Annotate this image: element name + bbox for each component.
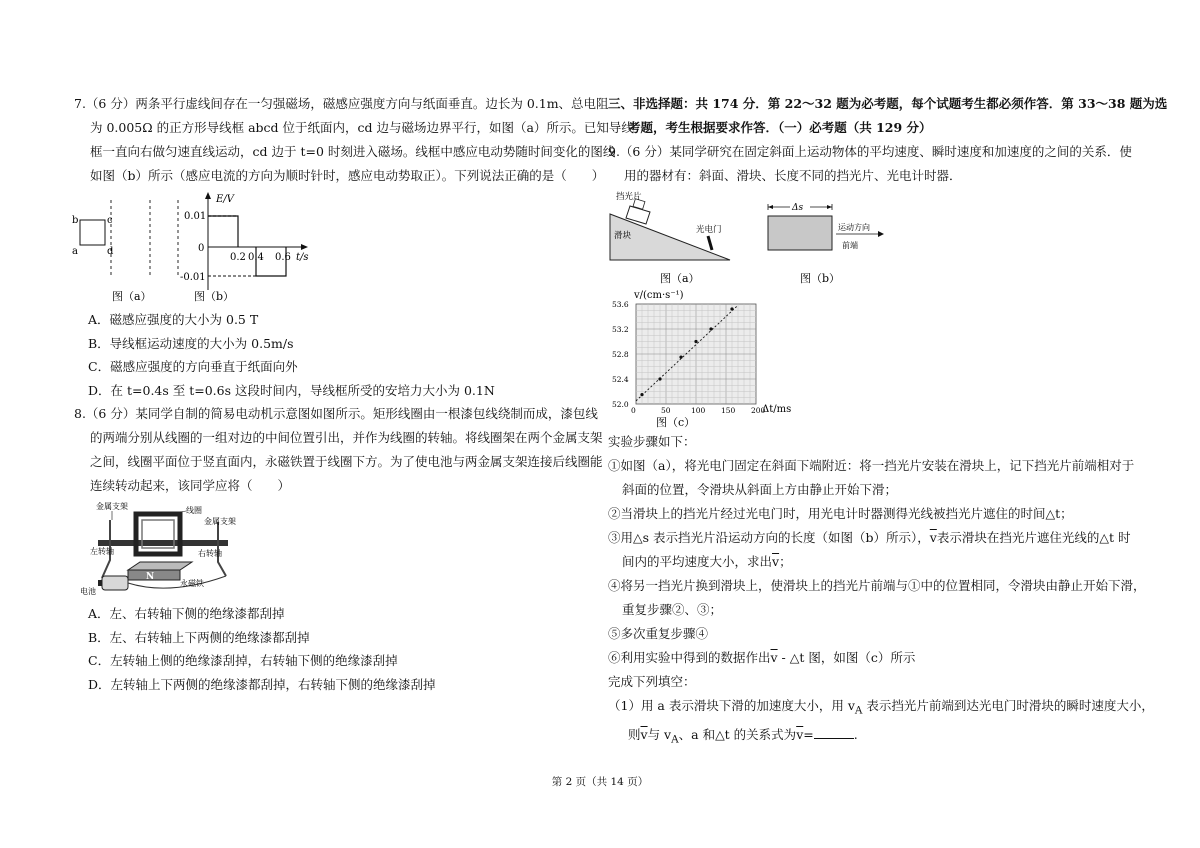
- q9-figure-b: [762, 190, 892, 286]
- label-axle-right: 右转轴: [198, 549, 222, 558]
- q7-line-3: 框一直向右做匀速直线运动，cd 边于 t=0 时刻进入磁场。线框中感应电动势随时间变化的图线: [90, 144, 616, 159]
- step-2: ②当滑块上的挡光片经过光电门时，用光电计时器测得光线被挡光片遮住的时间△t；: [608, 506, 1073, 521]
- label-a: a: [72, 246, 78, 257]
- magnet-pole-n: N: [146, 572, 155, 582]
- label-magnet: 永磁铁: [180, 579, 204, 588]
- v-bar-symbol: $\overline{v}$: [796, 726, 804, 742]
- fig-b-ylabel: E/V: [216, 194, 234, 205]
- photogate-shape: [708, 236, 712, 250]
- q8-option-d: D．左转轴上下两侧的绝缘漆都刮掉，右转轴下侧的绝缘漆刮掉: [88, 676, 436, 692]
- v-bar-symbol: $\overline{v}$: [772, 554, 780, 569]
- fill-1-text-f: =: [803, 726, 814, 742]
- q8-line-1: 8.（6 分）某同学自制的简易电动机示意图如图所示。矩形线圈由一根漆包线绕制而成，漆包线: [74, 406, 598, 421]
- q7-figure-b: [164, 192, 364, 302]
- q8-line-2: 的两端分别从线圈的一组对边的中间位置引出，并作为线圈的转轴。将线圈架在两个金属支架: [90, 430, 603, 445]
- fill-1-text-a: （1）用 a 表示滑块下滑的加速度大小，用 v: [608, 698, 855, 713]
- q7-line-4: 如图（b）所示（感应电流的方向为顺时针时，感应电动势取正）。下列说法正确的是（ ）: [90, 168, 605, 183]
- step-3-text-c: 间内的平均速度大小，求出: [622, 554, 773, 569]
- fig-a-caption: 图（a）: [112, 290, 152, 303]
- xtick-1: 0.4: [248, 252, 264, 263]
- chart-data-point: [640, 393, 643, 396]
- xtick-0: 0.2: [230, 252, 246, 263]
- v-bar-symbol: $\overline{v}$: [640, 726, 648, 742]
- label-coil: 线圈: [186, 506, 202, 515]
- wire-frame-square: [80, 220, 105, 245]
- chart-y-tick-label: 52.0: [612, 400, 629, 409]
- chart-x-tick-label: 50: [661, 406, 671, 415]
- chart-x-tick-label: 0: [631, 406, 636, 415]
- label-d: d: [107, 246, 114, 257]
- fill-1-text-d: 与 v: [647, 726, 672, 742]
- q7-option-c: C．磁感应强度的方向垂直于纸面向外: [88, 359, 298, 374]
- fig-b-xlabel: t/s: [296, 252, 309, 263]
- q8-option-c: C．左转轴上侧的绝缘漆刮掉，右转轴下侧的绝缘漆刮掉: [88, 653, 398, 668]
- xtick-2: 0.6: [275, 252, 291, 263]
- q9-line-2: 用的器材有：斜面、滑块、长度不同的挡光片、光电计时器．: [624, 168, 962, 183]
- q9-figure-c-chart: [608, 288, 808, 430]
- step-6: [608, 646, 1132, 670]
- q9-figure-a: [608, 190, 748, 286]
- q7-option-a: A．磁感应强度的大小为 0.5 T: [88, 312, 259, 327]
- q7-line-1: 7.（6 分）两条平行虚线间存在一匀强磁场，磁感应强度方向与纸面垂直。边长为 0.1m、总电阻: [74, 96, 609, 111]
- chart-x-axis-label: Δt/ms: [762, 404, 792, 415]
- label-battery: 电池: [80, 587, 96, 596]
- answer-blank[interactable]: [814, 726, 854, 739]
- step-1-line-1: ①如图（a），将光电门固定在斜面下端附近：将一挡光片安装在滑块上，记下挡光片前端相对于: [608, 458, 1135, 473]
- chart-x-tick-label: 100: [691, 406, 706, 415]
- section-heading-line-1: 三、非选择题：共 174 分．第 22～32 题为必考题，每个试题考生都必须作答．第 33～38 题为选: [608, 96, 1168, 111]
- steps-title: 实验步骤如下：: [608, 434, 696, 449]
- fill-1-line-2: [608, 723, 1132, 752]
- ytick-0: 0.01: [184, 211, 207, 222]
- q7-figure-a: [74, 192, 150, 302]
- q9-figures-ab: [608, 190, 1132, 286]
- label-front: 前端: [842, 241, 858, 250]
- step-1-line-2: 斜面的位置，令滑块从斜面上方由静止开始下滑；: [622, 482, 898, 497]
- chart-y-tick-label: 53.2: [612, 325, 629, 334]
- fill-1-text-g: .: [853, 726, 858, 742]
- fig-b-caption: 图（b）: [194, 290, 235, 303]
- chart-x-tick-label: 200: [751, 406, 766, 415]
- chart-data-point: [694, 340, 697, 343]
- label-bracket-left: 金属支架: [96, 502, 128, 511]
- q7-line-2: 为 0.005Ω 的正方形导线框 abcd 位于纸面内，cd 边与磁场边界平行，如图（a）所示。已知导线: [90, 120, 634, 135]
- label-direction: 运动方向: [838, 223, 870, 232]
- fill-1-text-c: 则: [628, 726, 641, 742]
- q7-figures: [74, 192, 590, 302]
- q9-line-1: 9.（6 分）某同学研究在固定斜面上运动物体的平均速度、瞬时速度和加速度的之间的关系．使: [608, 144, 1132, 159]
- chart-data-point: [679, 356, 682, 359]
- chart-data-point: [709, 327, 712, 330]
- step-5: ⑤多次重复步骤④: [608, 626, 709, 641]
- page-footer: 第 2 页（共 14 页）: [551, 776, 649, 788]
- subscript-a: A: [671, 733, 679, 745]
- q7-option-b: B．导线框运动速度的大小为 0.5m/s: [88, 335, 294, 351]
- chart-x-tick-label: 150: [721, 406, 736, 415]
- label-bracket-right: 金属支架: [204, 517, 236, 526]
- step-3-line-2: [608, 550, 1132, 574]
- label-axle-left: 左转轴: [90, 547, 114, 556]
- fill-1-text-b: 表示挡光片前端到达光电门时滑块的瞬时速度大小，: [862, 698, 1154, 713]
- step-3-text-d: ；: [779, 554, 792, 569]
- q8-motor-figure: [80, 500, 280, 598]
- q8-option-a: A．左、右转轴下侧的绝缘漆都刮掉: [88, 606, 285, 621]
- label-gate: 光电门: [696, 225, 722, 235]
- ytick-1: 0: [198, 243, 205, 254]
- label-ds: Δs: [792, 203, 804, 213]
- q8-option-b: B．左、右转轴上下两侧的绝缘漆都刮掉: [88, 629, 310, 645]
- step-4-line-1: ④将另一挡光片换到滑块上，使滑块上的挡光片前端与①中的位置相同，令滑块由静止开始下滑，: [608, 578, 1146, 593]
- shade-plate: [768, 216, 832, 250]
- chart-data-point: [730, 307, 733, 310]
- step-3-line-1: [608, 526, 1132, 550]
- step-3-text-a: ③用△s 表示挡光片沿运动方向的长度（如图（b）所示），: [608, 530, 930, 545]
- fill-title: 完成下列填空：: [608, 674, 696, 689]
- q9-fig-b-caption: 图（b）: [800, 272, 841, 285]
- ytick-2: -0.01: [180, 272, 206, 283]
- section-heading-line-2: 考题，考生根据要求作答．（一）必考题（共 129 分）: [628, 120, 932, 135]
- fill-1-text-e: 、a 和△t 的关系式为: [678, 726, 797, 742]
- q7-option-d: D．在 t=0.4s 至 t=0.6s 这段时间内，导线框所受的安培力大小为 0.1N: [88, 382, 495, 398]
- question-8: [74, 402, 603, 696]
- q8-line-4: 连续转动起来，该同学应将（ ）: [90, 478, 291, 493]
- subscript-a: A: [854, 704, 863, 717]
- chart-grid: [636, 304, 756, 404]
- fill-1-line-1: [608, 694, 1154, 723]
- label-block: 滑块: [614, 231, 632, 241]
- step-3-text-b: 表示滑块在挡光片遮住光线的△t 时: [936, 530, 1131, 545]
- q8-line-3: 之间，线圈平面位于竖直面内，永磁铁置于线圈下方。为了使电池与两金属支架连接后线圈能: [90, 454, 603, 469]
- label-shade: 挡光片: [616, 192, 642, 202]
- v-bar-symbol: $\overline{v}$: [929, 530, 937, 545]
- battery-shape: [102, 576, 128, 590]
- emf-positive-segment: [208, 216, 238, 247]
- step-4-line-2: 重复步骤②、③；: [622, 602, 723, 617]
- chart-y-tick-label: 52.8: [612, 350, 629, 359]
- label-c: c: [107, 215, 113, 226]
- chart-y-tick-label: 53.6: [612, 300, 629, 309]
- chart-y-tick-label: 52.4: [612, 375, 629, 384]
- right-column: [608, 92, 1168, 751]
- v-bar-symbol: $\overline{v}$: [770, 650, 778, 665]
- q9-fig-c-caption: 图（c）: [656, 416, 696, 429]
- q9-fig-a-caption: 图（a）: [660, 272, 700, 285]
- step-6-text-a: ⑥利用实验中得到的数据作出: [608, 650, 771, 665]
- chart-y-axis-label: v/(cm·s⁻¹): [634, 290, 684, 301]
- chart-data-point: [658, 377, 661, 380]
- step-6-text-b: - △t 图，如图（c）所示: [777, 650, 916, 665]
- label-b: b: [72, 215, 79, 226]
